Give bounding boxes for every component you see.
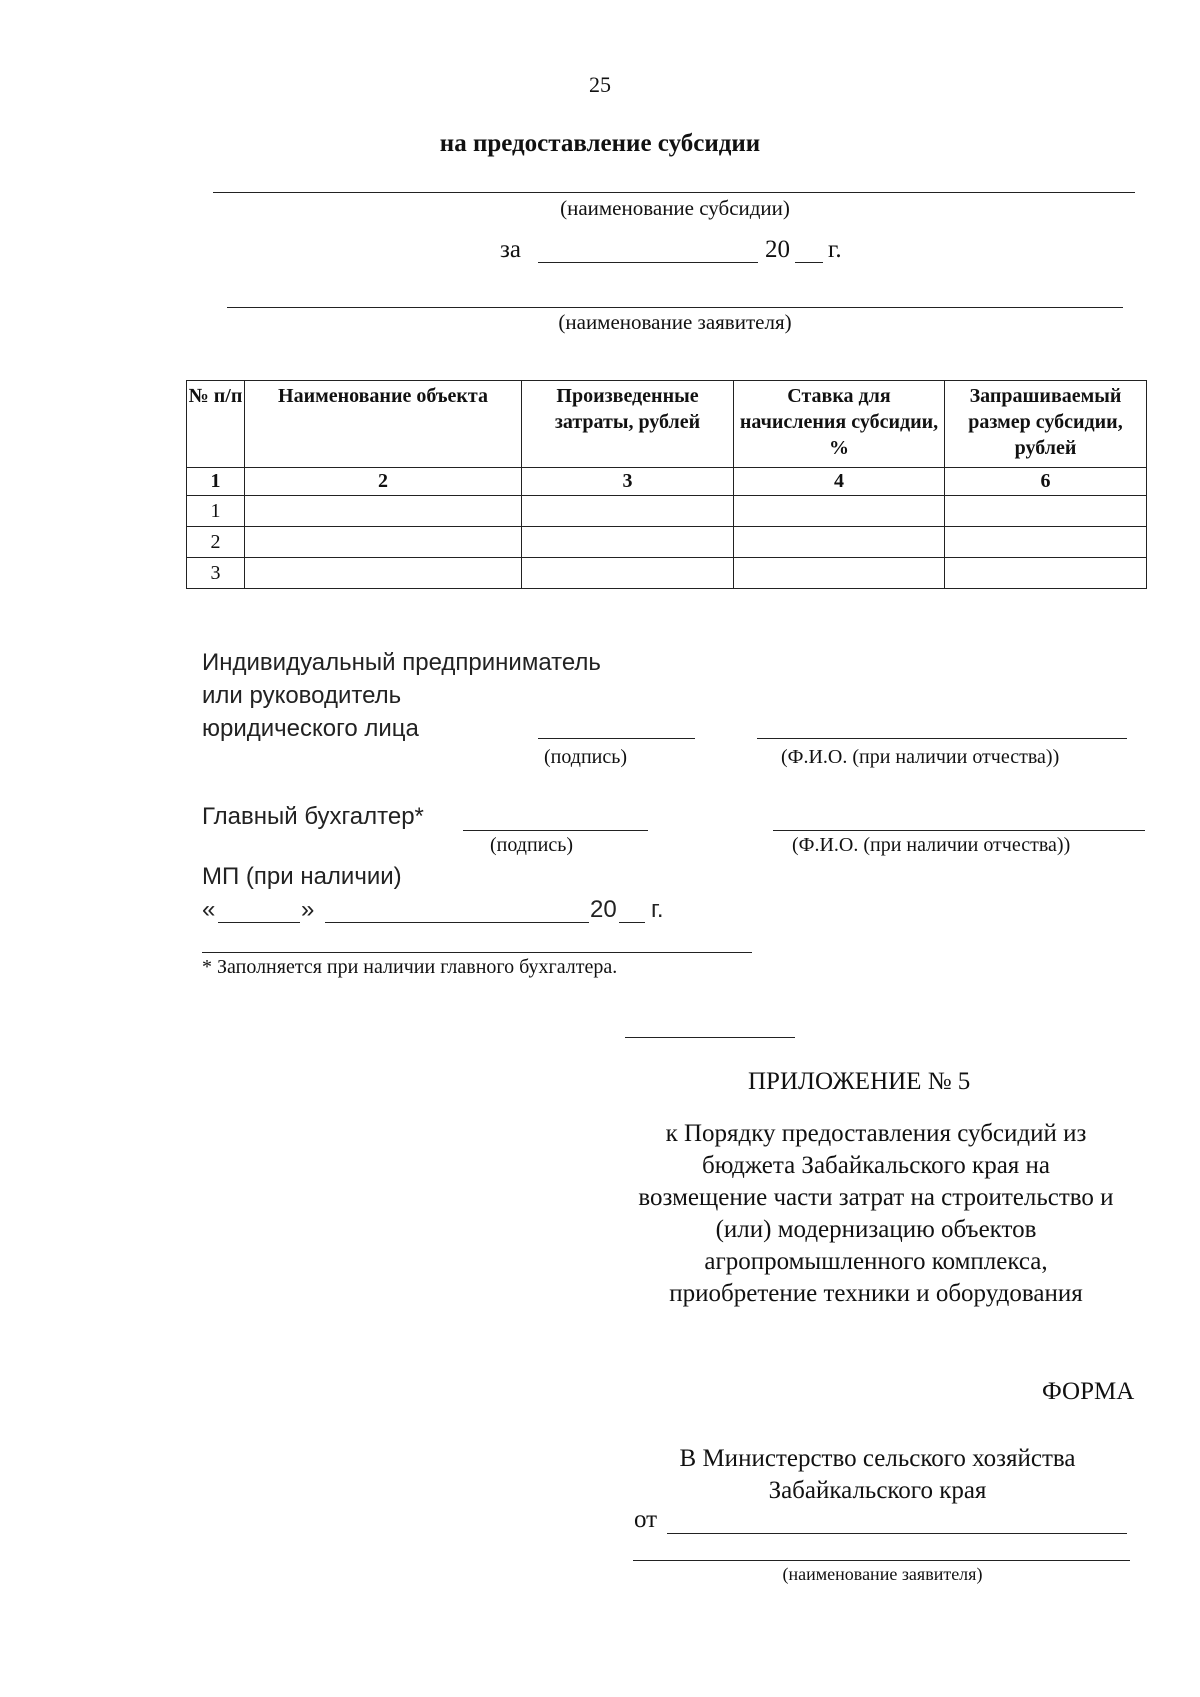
table-cell: 3 — [187, 558, 245, 589]
appendix-title: ПРИЛОЖЕНИЕ № 5 — [748, 1068, 971, 1095]
date-year-prefix: 20 — [590, 896, 617, 923]
addressee-name-line — [633, 1560, 1130, 1561]
appendix-subtitle — [586, 1118, 1166, 1310]
footnote: * Заполняется при наличии главного бухгалтера. — [202, 956, 618, 978]
chief-accountant-label: Главный бухгалтер* — [202, 803, 424, 830]
date-open-quote: « — [202, 896, 216, 923]
table-cell — [945, 558, 1147, 589]
addressee-line: В Министерство сельского хозяйства — [679, 1445, 1076, 1472]
entrepreneur-signature-line — [538, 738, 695, 739]
footnote-separator — [202, 952, 752, 953]
table-row — [187, 558, 1147, 589]
table-cell: 1 — [187, 468, 245, 496]
table-row — [187, 527, 1147, 558]
table-header-cell: Произведенные затраты, рублей — [522, 381, 734, 468]
table-header-cell: № п/п — [187, 381, 245, 468]
period-prefix: за — [500, 236, 521, 263]
table-cell: 1 — [187, 496, 245, 527]
chief-accountant-signature-caption: (подпись) — [490, 834, 574, 856]
date-month-blank — [325, 922, 589, 923]
chief-accountant-signature-line — [463, 830, 648, 831]
period-blank — [538, 262, 758, 263]
entrepreneur-label-line-2: или руководитель — [202, 682, 402, 709]
table-cell — [245, 558, 522, 589]
appendix-line: (или) модернизацию объектов — [715, 1216, 1037, 1243]
table-cell: 2 — [187, 527, 245, 558]
entrepreneur-fio-caption: (Ф.И.О. (при наличии отчества)) — [781, 746, 1060, 768]
table-column-numbers-row — [187, 468, 1147, 496]
table-cell — [245, 527, 522, 558]
table-header-cell: Запрашиваемый размер субсидии, рублей — [945, 381, 1147, 468]
page-title: на предоставление субсидии — [439, 130, 761, 157]
table-row — [187, 496, 1147, 527]
table-header-row — [187, 381, 1147, 468]
table-cell: 2 — [245, 468, 522, 496]
subsidy-name-caption: (наименование субсидии) — [560, 196, 790, 220]
chief-accountant-fio-line — [773, 830, 1145, 831]
table-cell: 6 — [945, 468, 1147, 496]
section-separator — [625, 1037, 795, 1038]
addressee-from-line — [667, 1533, 1127, 1534]
entrepreneur-label-line-1: Индивидуальный предприниматель — [202, 649, 601, 676]
addressee-name-caption: (наименование заявителя) — [782, 1564, 983, 1584]
subsidy-table — [186, 380, 1147, 589]
chief-accountant-fio-caption: (Ф.И.О. (при наличии отчества)) — [792, 834, 1071, 856]
appendix-line: бюджета Забайкальского края на — [701, 1152, 1051, 1179]
date-day-blank — [218, 922, 300, 923]
date-year-blank — [619, 922, 645, 923]
subsidy-name-line — [213, 192, 1135, 193]
appendix-line: к Порядку предоставления субсидий из — [665, 1120, 1087, 1147]
form-label: ФОРМА — [1042, 1378, 1135, 1405]
period-year-blank — [795, 262, 823, 263]
table-cell — [734, 558, 945, 589]
table-cell — [522, 558, 734, 589]
addressee-from-prefix: от — [634, 1506, 658, 1533]
table-cell — [245, 496, 522, 527]
page-number: 25 — [589, 72, 611, 97]
table-cell — [734, 527, 945, 558]
addressee-block — [600, 1443, 1155, 1507]
table-cell: 4 — [734, 468, 945, 496]
table-cell — [522, 527, 734, 558]
date-close-quote: » — [301, 896, 315, 923]
stamp-label: МП (при наличии) — [202, 863, 402, 890]
appendix-line: агропромышленного комплекса, — [704, 1248, 1048, 1275]
applicant-name-caption: (наименование заявителя) — [558, 310, 792, 334]
period-year-suffix: г. — [828, 236, 842, 263]
table-cell: 3 — [522, 468, 734, 496]
table-header-cell: Ставка для начисления субсидии, % — [734, 381, 945, 468]
applicant-name-line — [227, 307, 1123, 308]
table-cell — [522, 496, 734, 527]
entrepreneur-fio-line — [757, 738, 1127, 739]
table-cell — [945, 527, 1147, 558]
entrepreneur-signature-caption: (подпись) — [544, 746, 628, 768]
entrepreneur-label-line-3: юридического лица — [202, 715, 419, 742]
period-year-prefix: 20 — [765, 236, 790, 263]
appendix-line: возмещение части затрат на строительство и — [638, 1184, 1114, 1211]
table-cell — [945, 496, 1147, 527]
table-cell — [734, 496, 945, 527]
appendix-line: приобретение техники и оборудования — [669, 1280, 1083, 1307]
table-header-cell: Наименование объекта — [245, 381, 522, 468]
date-year-suffix: г. — [651, 896, 664, 923]
addressee-line: Забайкальского края — [768, 1477, 987, 1504]
